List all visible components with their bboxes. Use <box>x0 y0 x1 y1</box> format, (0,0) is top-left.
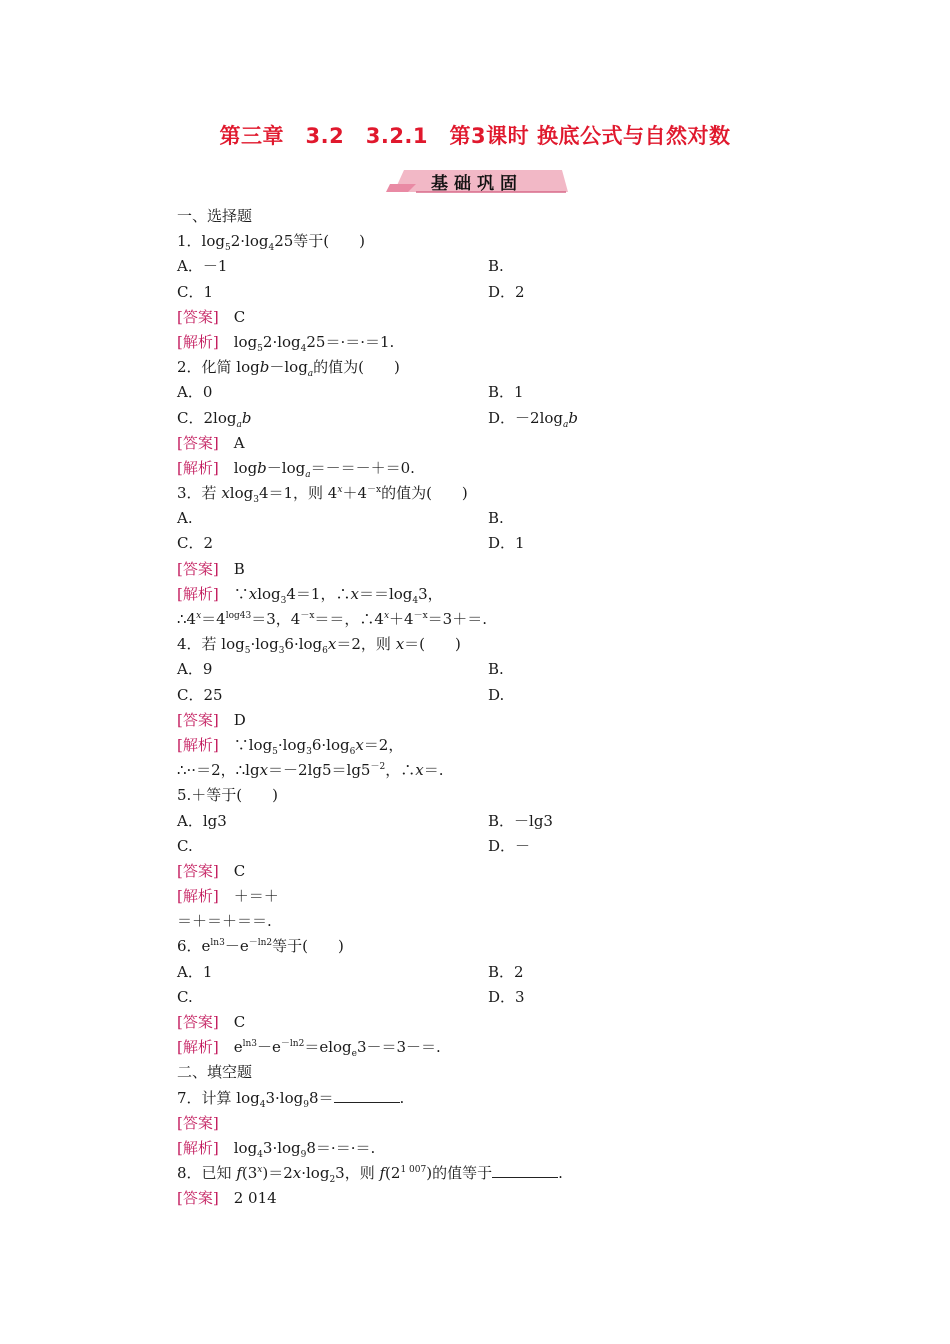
option-a: A．1 <box>177 962 213 981</box>
section-banner <box>386 168 568 194</box>
option-b: B. <box>488 509 504 528</box>
question-3-stem: 3．若 xlog$_3$4＝1，则 $4^x+4^{-x}$的值为( ) <box>177 484 468 506</box>
option-c: C. <box>177 836 193 855</box>
option-a: A．0 <box>177 383 213 402</box>
option-b: B．1 <box>488 383 524 402</box>
option-a: A．9 <box>177 660 213 679</box>
question-2-options-ab <box>177 380 877 405</box>
question-5-explanation: [解析] ＋＝＋ <box>177 887 279 906</box>
question-5-stem: 5.＋等于( ) <box>177 786 279 805</box>
option-c: C．1 <box>177 282 214 301</box>
question-2-stem: 2．化简 $\log b-\log_a$的值为( ) <box>177 358 400 380</box>
option-d: D．2 <box>488 282 525 301</box>
section-heading: 一、选择题 <box>177 207 253 225</box>
question-6-options-cd <box>177 985 877 1010</box>
banner-label: 基础巩固 <box>431 174 523 194</box>
question-1-explanation: [解析] $\log_52\cdot\log_425=\cdot=\cdot=1$. <box>177 332 395 354</box>
question-4-explanation: [解析] $\because\log_5\cdot\log_36\cdot\log_6x=2$， <box>177 735 404 757</box>
question-6-explanation: [解析] $e^{ln3}-e^{-ln2}=elog_e3-=3-=$. <box>177 1038 441 1060</box>
option-a: A．lg3 <box>177 811 227 830</box>
question-3-options-ab <box>177 506 877 531</box>
question-5-options-cd <box>177 834 877 859</box>
question-3-answer: [答案] B <box>177 559 245 578</box>
question-5-answer: [答案] C <box>177 861 246 880</box>
question-2-explanation: [解析] $\log b-\log_a=-=-+=0$. <box>177 458 415 480</box>
option-d: D．1 <box>488 534 525 553</box>
question-6-stem: 6．$e^{ln3}-e^{-ln2}$等于( ) <box>177 937 344 956</box>
question-2-options-cd <box>177 406 877 431</box>
option-c: C．25 <box>177 685 223 704</box>
question-7-explanation: [解析] $\log_43\cdot\log_98=\cdot=\cdot=$. <box>177 1138 376 1160</box>
option-b: B. <box>488 257 504 276</box>
question-8-answer: [答案] 2 014 <box>177 1189 277 1208</box>
question-4-answer: [答案] D <box>177 710 246 729</box>
option-b: B．－lg3 <box>488 811 553 830</box>
option-d: D．$-2\log_ab$ <box>488 408 578 430</box>
answer-blank <box>334 1088 400 1103</box>
question-4-options-cd <box>177 683 877 708</box>
question-4-explanation-cont: ∴··＝2，$\therefore\lg x=-2\lg 5=\lg 5^{-2}$，∴x＝. <box>177 761 444 780</box>
option-d: D．－ <box>488 836 531 855</box>
option-c: C．$2\log_ab$ <box>177 408 252 430</box>
question-3-explanation-cont: $\therefore 4^x=4^{log43}=3$，$4^{-x}==$，$\therefore 4^x+4^{-x}=3+=$. <box>177 610 487 628</box>
question-6-answer: [答案] C <box>177 1013 246 1031</box>
question-1-answer: [答案] C <box>177 307 246 326</box>
page-title: 第三章 3.2 3.2.1 第3课时 换底公式与自然对数 <box>219 124 731 148</box>
section-heading: 二、填空题 <box>177 1063 253 1082</box>
option-b: B. <box>488 660 504 679</box>
question-3-explanation: [解析] ∵xlog$_3$4＝1，$\therefore x==\log_43$， <box>177 584 443 606</box>
option-b: B．2 <box>488 962 524 981</box>
question-5-explanation-cont: ＝＋＝＋＝＝. <box>177 912 272 931</box>
question-4-stem: 4．若 $\log_5\cdot\log_36\cdot\log_6x=2$，则 x＝( ) <box>177 635 461 657</box>
option-a: A．－1 <box>177 257 228 276</box>
question-list <box>177 204 877 1212</box>
option-d: D. <box>488 685 505 704</box>
question-8-stem: 8．已知 $f(3^x)=2x\cdot\log_23$，则 $f(2^{1 007})$的值等于 . <box>177 1164 563 1186</box>
question-7-stem: 7．计算 $\log_43\cdot\log_98=$ . <box>177 1088 405 1110</box>
question-2-answer: [答案] A <box>177 433 245 452</box>
question-3-options-cd <box>177 531 877 556</box>
question-7-answer: [答案] <box>177 1113 219 1132</box>
question-6-options-ab <box>177 960 877 985</box>
question-5-options-ab <box>177 809 877 834</box>
option-a: A. <box>177 509 193 528</box>
question-1-options-cd <box>177 280 877 305</box>
answer-blank <box>492 1163 558 1178</box>
option-c: C. <box>177 987 193 1006</box>
option-c: C．2 <box>177 534 214 553</box>
question-1-stem: 1．$\log_52\cdot\log_425$等于( ) <box>177 232 365 254</box>
option-d: D．3 <box>488 987 525 1006</box>
question-4-options-ab <box>177 657 877 682</box>
question-1-options-ab <box>177 254 877 279</box>
